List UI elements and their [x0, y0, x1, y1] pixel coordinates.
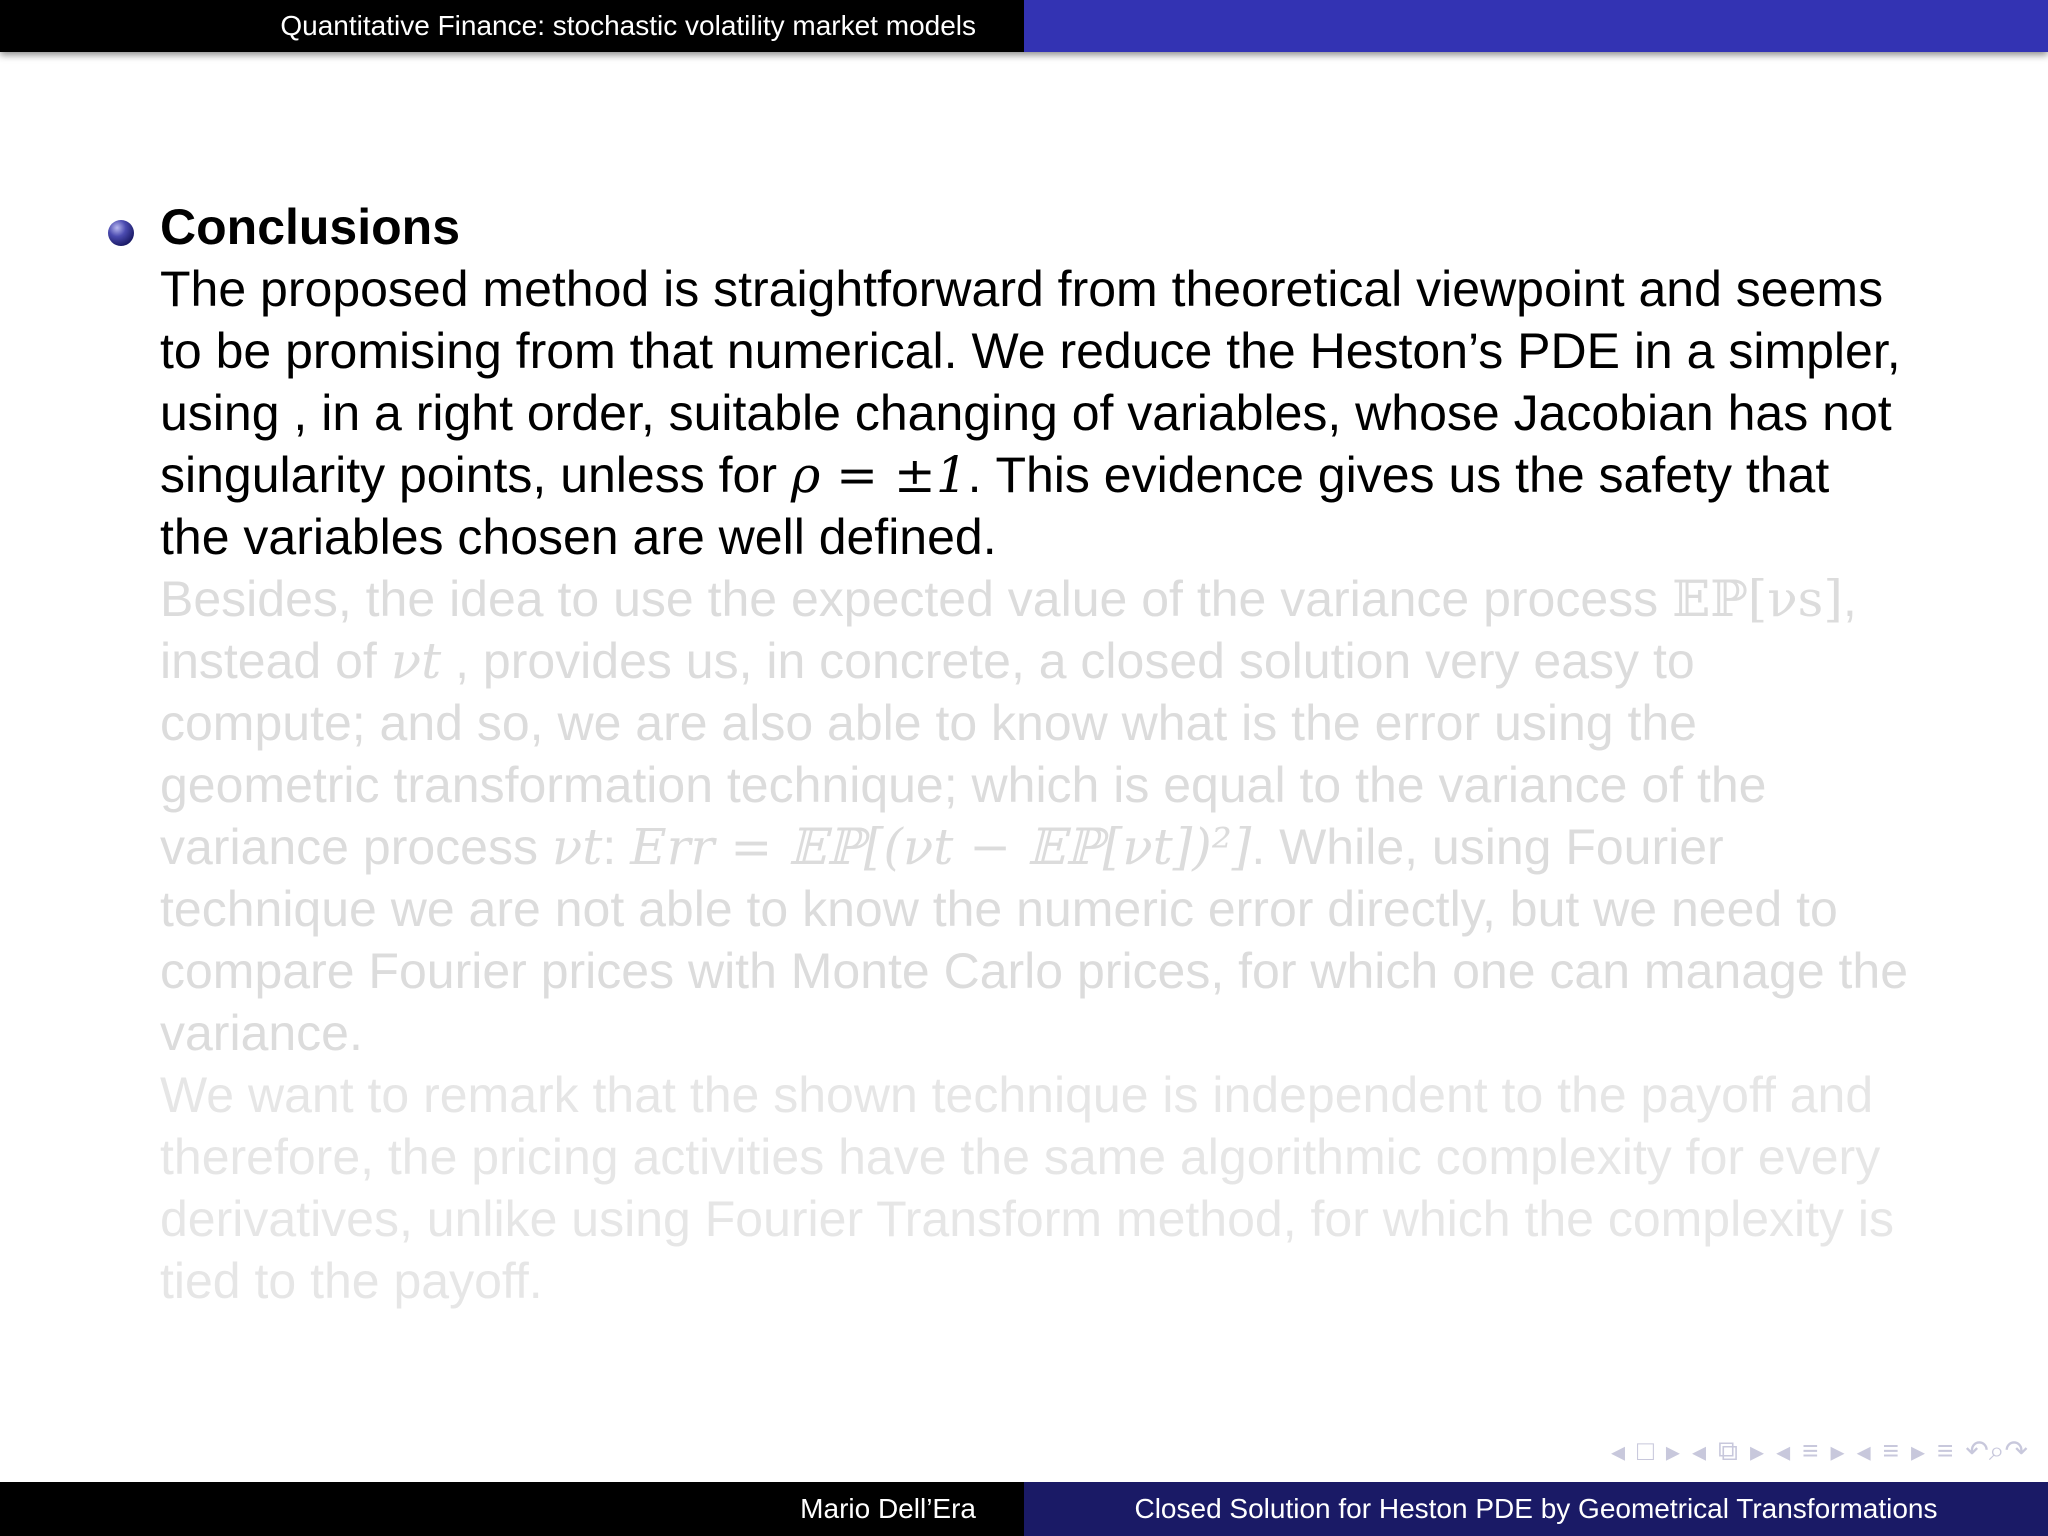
p2-math-4: Err = 𝔼ℙ[(νt − 𝔼ℙ[νt])²] [630, 818, 1252, 876]
next-section-icon[interactable]: ▸ [1830, 1435, 1845, 1467]
p2-math-2: νt [390, 632, 442, 690]
footer-author: Mario Dell’Era [0, 1482, 1024, 1536]
prev-frame-icon[interactable]: ◂ [1610, 1435, 1625, 1467]
slide-content [160, 196, 1910, 1312]
header-title: Quantitative Finance: stochastic volatility market models [0, 0, 1024, 52]
footer-talk-title: Closed Solution for Heston PDE by Geometrical Transformations [1024, 1482, 2048, 1536]
paragraph-3: We want to remark that the shown technique is independent to the payoff and therefore, the pricing activities have the same algorithmic complexity for every derivatives, unlike using Fourier Transform method, for which the complexity is tied to the payoff. [160, 1067, 1895, 1309]
bullet-icon [108, 220, 134, 246]
p2-text-b: , instead of [160, 571, 1857, 689]
p2-text-d: : [602, 819, 631, 875]
paragraph-1 [160, 258, 1910, 568]
align-icon[interactable]: ≡ [1937, 1435, 1954, 1466]
p1-text-b: . This evidence gives us the safety that the variables chosen are well defined. [160, 447, 1830, 565]
section-icon[interactable]: ≡ [1802, 1435, 1819, 1466]
subsection-icon[interactable]: ⧉ [1718, 1434, 1739, 1466]
p2-text-a: Besides, the idea to use the expected value of the variance process [160, 571, 1673, 627]
next-frame-icon[interactable]: ▸ [1665, 1435, 1680, 1467]
p2-math-1: 𝔼ℙ[νs] [1672, 570, 1843, 628]
search-icon[interactable]: ↶⌕↷ [1965, 1435, 2028, 1466]
prev-part-icon[interactable]: ◂ [1856, 1435, 1871, 1467]
next-subsection-icon[interactable]: ▸ [1750, 1435, 1765, 1467]
part-icon[interactable]: ≡ [1882, 1435, 1899, 1466]
next-part-icon[interactable]: ▸ [1910, 1435, 1926, 1467]
p2-math-3: νt [551, 818, 603, 876]
prev-section-icon[interactable]: ◂ [1776, 1435, 1791, 1467]
header-accent [1024, 0, 2048, 52]
prev-subsection-icon[interactable]: ◂ [1691, 1435, 1707, 1467]
slide-heading: Conclusions [160, 199, 461, 255]
p2-text-c: , provides us, in concrete, a closed solution very easy to compute; and so, we are also able to know what is the error using the geometric transformation technique; which is equal to the variance of the variance process [160, 633, 1767, 875]
p2-text-e: . While, using Fourier technique we are not able to know the numeric error directly, but we need to compare Fourier prices with Monte Carlo prices, for which one can manage the variance. [160, 819, 1909, 1061]
p1-math: ρ = ±1 [790, 446, 968, 504]
beamer-navigation [1611, 1434, 2028, 1468]
paragraph-2 [160, 568, 1910, 1064]
frame-icon[interactable]: □ [1637, 1435, 1654, 1466]
header-bar [0, 0, 2048, 52]
footer-bar [0, 1482, 2048, 1536]
p1-text-a: The proposed method is straightforward from theoretical viewpoint and seems to be promising from that numerical. We reduce the Heston’s PDE in a simpler, using , in a right order, suitable changing of variables, whose Jacobian has not singularity points, unless for [160, 261, 1901, 503]
